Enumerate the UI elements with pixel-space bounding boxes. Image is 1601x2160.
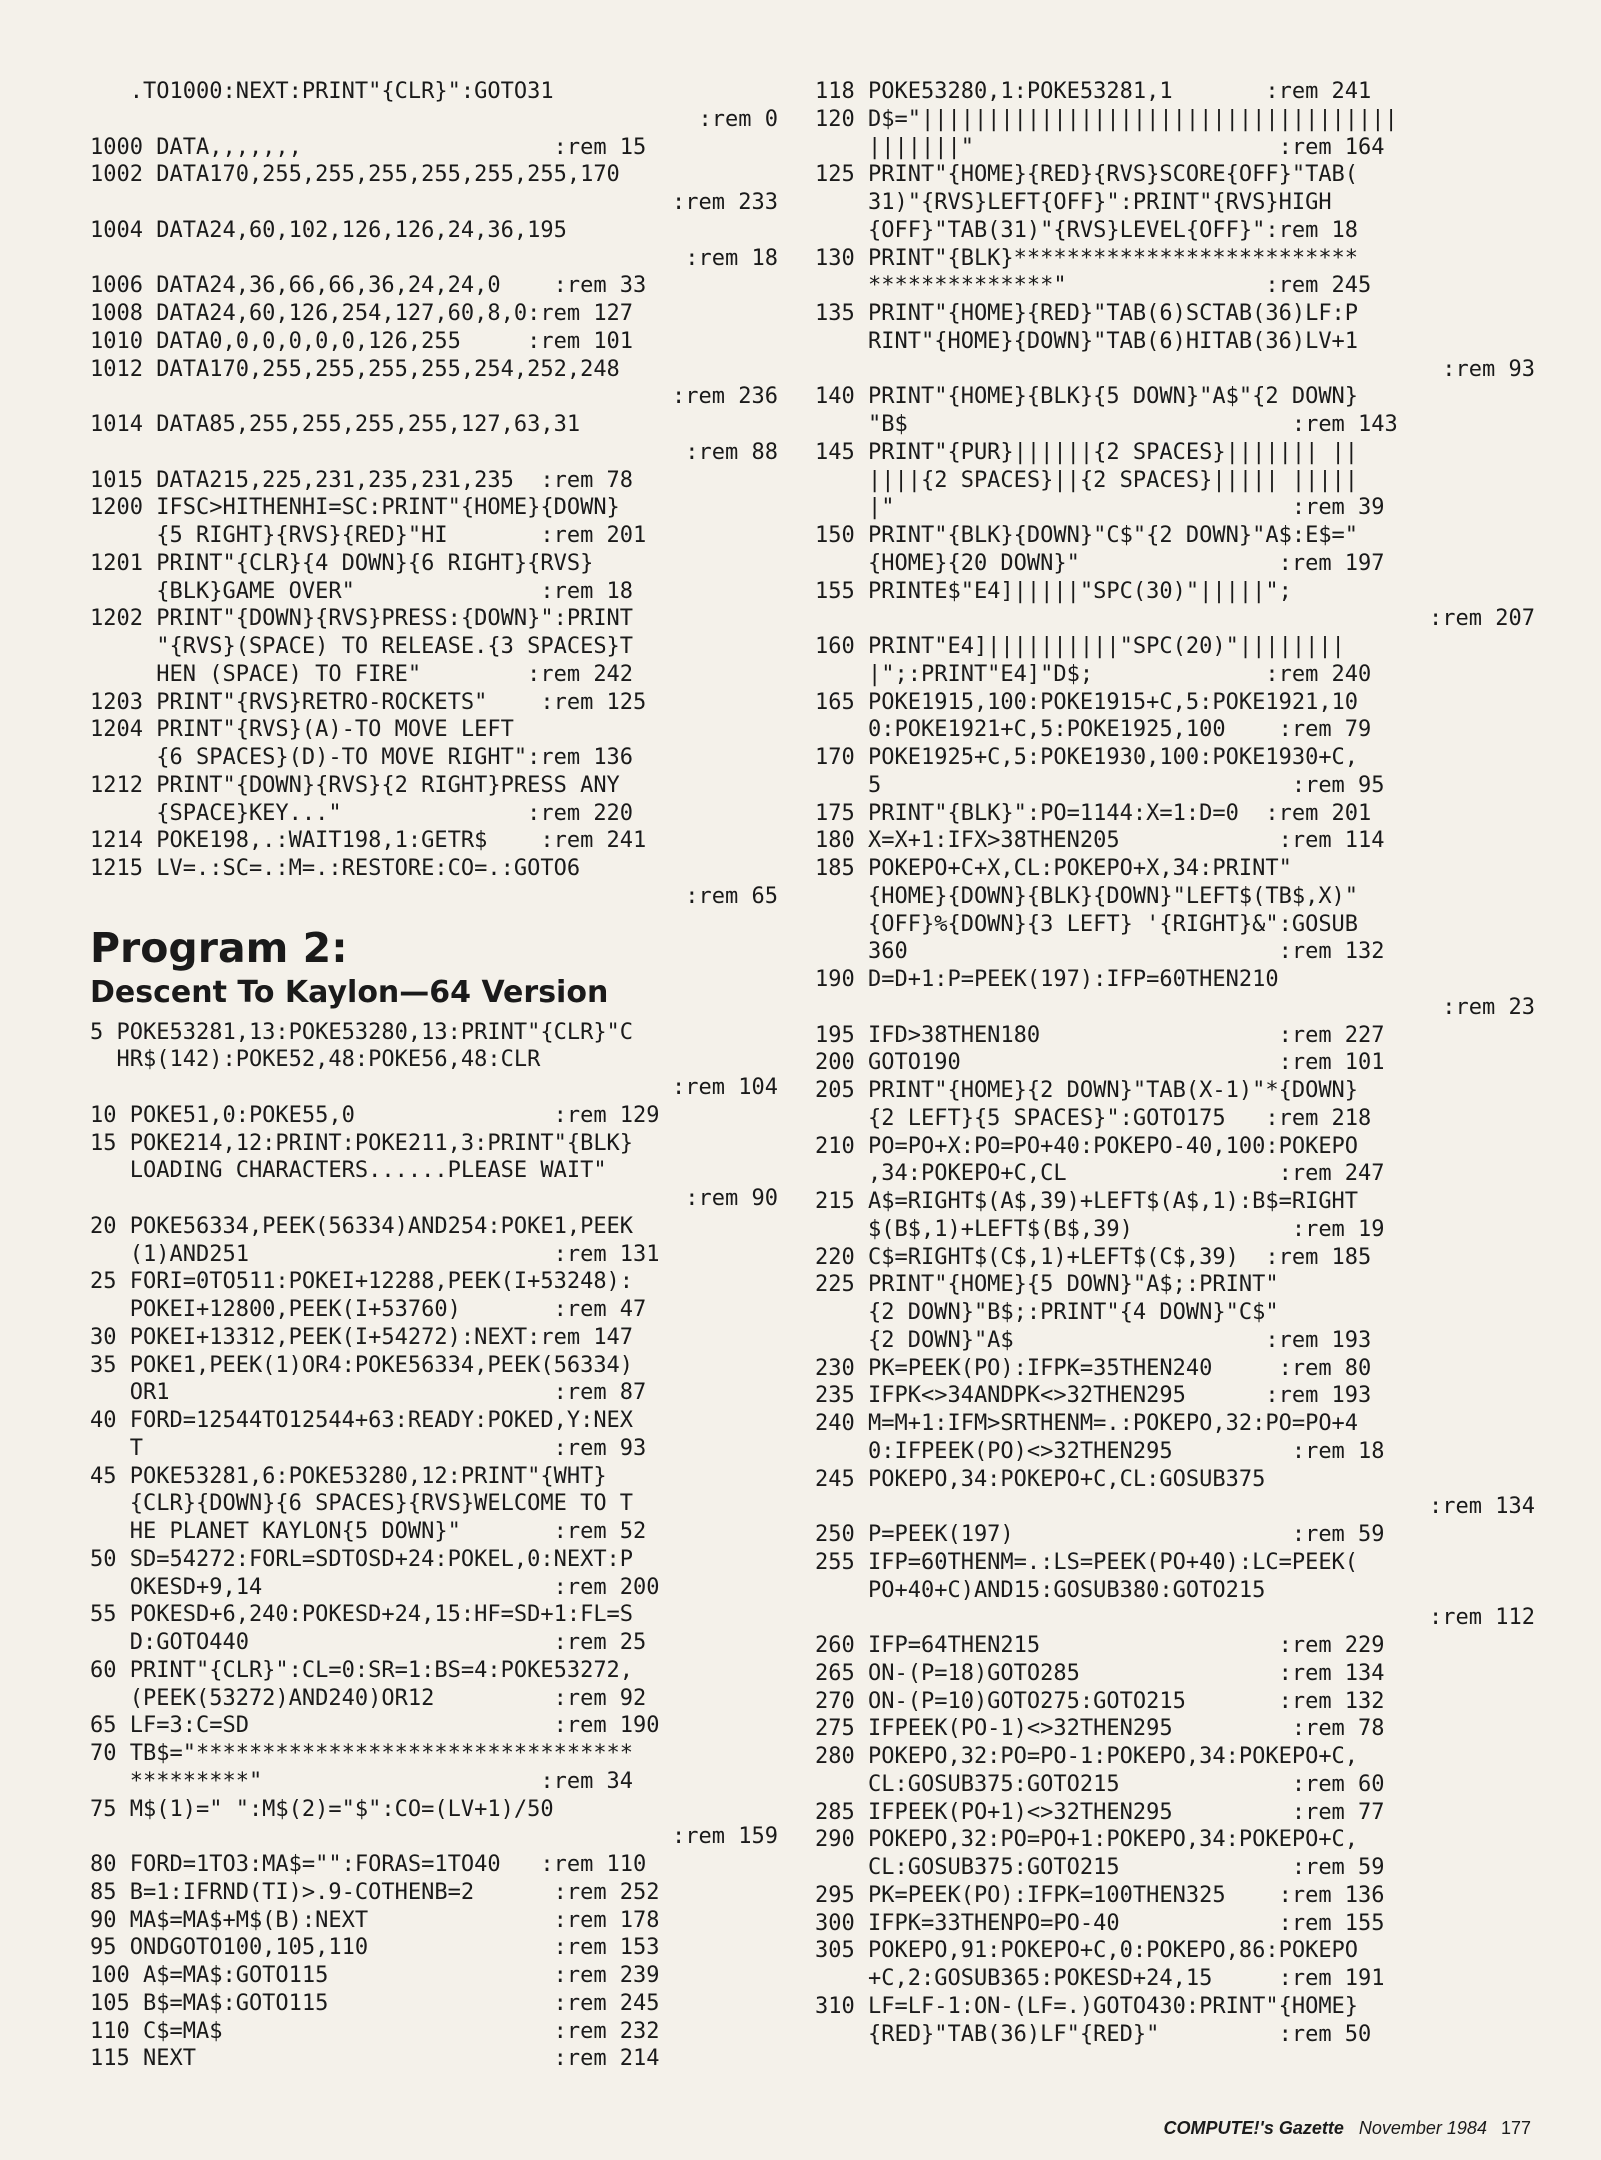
code-line: OR1 :rem 87 bbox=[90, 1380, 647, 1406]
code-line: {HOME}{DOWN}{BLK}{DOWN}"LEFT$(TB$,X)" bbox=[815, 883, 1359, 909]
code-line: {HOME}{20 DOWN}" :rem 197 bbox=[815, 550, 1385, 576]
code-line: |" :rem 39 bbox=[815, 495, 1385, 521]
code-line: |";:PRINT"E4]"D$; :rem 240 bbox=[815, 661, 1372, 687]
code-line: 165 POKE1915,100:POKE1915+C,5:POKE1921,10 bbox=[815, 689, 1359, 715]
code-line: "{RVS}(SPACE) TO RELEASE.{3 SPACES}T bbox=[90, 634, 634, 659]
code-line: :rem 65 bbox=[685, 883, 778, 909]
magazine-name: COMPUTE!'s Gazette bbox=[1163, 2118, 1344, 2138]
code-line: {5 RIGHT}{RVS}{RED}"HI :rem 201 bbox=[90, 523, 647, 548]
code-line: 265 ON-(P=18)GOTO285 :rem 134 bbox=[815, 1660, 1385, 1686]
code-line: 235 IFPK<>34ANDPK<>32THEN295 :rem 193 bbox=[815, 1383, 1372, 1409]
issue-date: November 1984 bbox=[1358, 2118, 1487, 2138]
code-line: 305 POKEPO,91:POKEPO+C,0:POKEPO,86:POKEPO bbox=[815, 1938, 1359, 1964]
code-line: 285 IFPEEK(PO+1)<>32THEN295 :rem 77 bbox=[815, 1799, 1385, 1825]
code-line: 255 IFP=60THENM=.:LS=PEEK(PO+40):LC=PEEK( bbox=[815, 1549, 1359, 1575]
code-line: RINT"{HOME}{DOWN}"TAB(6)HITAB(36)LV+1 bbox=[815, 328, 1359, 354]
code-line: {BLK}GAME OVER" :rem 18 bbox=[90, 578, 634, 604]
code-line: CL:GOSUB375:GOTO215 :rem 60 bbox=[815, 1771, 1385, 1797]
code-line: 125 PRINT"{HOME}{RED}{RVS}SCORE{OFF}"TAB( bbox=[815, 162, 1359, 188]
code-line: HR$(142):POKE52,48:POKE56,48:CLR bbox=[90, 1047, 541, 1073]
code-line: *********" :rem 34 bbox=[90, 1768, 634, 1794]
code-line: 135 PRINT"{HOME}{RED}"TAB(6)SCTAB(36)LF:P bbox=[815, 301, 1359, 326]
code-line: 15 POKE214,12:PRINT:POKE211,3:PRINT"{BLK} bbox=[90, 1130, 634, 1156]
code-line: 250 P=PEEK(197) :rem 59 bbox=[815, 1522, 1385, 1547]
code-line: 40 FORD=12544TO12544+63:READY:POKED,Y:NEX bbox=[90, 1408, 634, 1433]
code-line: 25 FORI=0TO511:POKEI+12288,PEEK(I+53248): bbox=[90, 1269, 634, 1295]
code-line: 240 M=M+1:IFM>SRTHENM=.:POKEPO,32:PO=PO+4 bbox=[815, 1411, 1359, 1436]
code-line: {RED}"TAB(36)LF"{RED}" :rem 50 bbox=[815, 2021, 1372, 2047]
code-line: 20 POKE56334,PEEK(56334)AND254:POKE1,PEEK bbox=[90, 1213, 634, 1239]
code-line: 80 FORD=1TO3:MA$="":FORAS=1TO40 :rem 110 bbox=[90, 1852, 647, 1877]
code-line: 180 X=X+1:IFX>38THEN205 :rem 114 bbox=[815, 828, 1385, 854]
code-line: 210 PO=PO+X:PO=PO+40:POKEPO-40,100:POKEPO bbox=[815, 1133, 1359, 1159]
code-line: 220 C$=RIGHT$(C$,1)+LEFT$(C$,39) :rem 185 bbox=[815, 1244, 1372, 1270]
code-line: :rem 134 bbox=[1429, 1494, 1535, 1520]
code-line: 10 POKE51,0:POKE55,0 :rem 129 bbox=[90, 1102, 660, 1128]
code-line: :rem 233 bbox=[672, 190, 778, 215]
code-line: 310 LF=LF-1:ON-(LF=.)GOTO430:PRINT"{HOME} bbox=[815, 1993, 1359, 2019]
program-subheading: Descent To Kaylon—64 Version bbox=[90, 974, 609, 1010]
code-line: :rem 18 bbox=[685, 245, 778, 271]
code-line: 280 POKEPO,32:PO=PO-1:POKEPO,34:POKEPO+C, bbox=[815, 1744, 1359, 1769]
code-line: {OFF}"TAB(31)"{RVS}LEVEL{OFF}":rem 18 bbox=[815, 217, 1359, 243]
code-line: 270 ON-(P=10)GOTO275:GOTO215 :rem 132 bbox=[815, 1688, 1385, 1714]
code-line: (PEEK(53272)AND240)OR12 :rem 92 bbox=[90, 1685, 647, 1711]
right-column bbox=[815, 78, 1535, 2048]
code-line: 145 PRINT"{PUR}||||||{2 SPACES}||||||| || bbox=[815, 439, 1359, 465]
code-line: 31)"{RVS}LEFT{OFF}":PRINT"{RVS}HIGH bbox=[815, 190, 1332, 215]
code-line: LOADING CHARACTERS......PLEASE WAIT" bbox=[90, 1158, 607, 1184]
code-line: 1002 DATA170,255,255,255,255,255,255,170 bbox=[90, 162, 620, 188]
code-line: 60 PRINT"{CLR}":CL=0:SR=1:BS=4:POKE53272, bbox=[90, 1657, 634, 1683]
code-line: CL:GOSUB375:GOTO215 :rem 59 bbox=[815, 1855, 1385, 1880]
code-line: 190 D=D+1:P=PEEK(197):IFP=60THEN210 bbox=[815, 967, 1279, 992]
code-line: 1000 DATA,,,,,,, :rem 15 bbox=[90, 134, 647, 160]
code-line: 230 PK=PEEK(PO):IFPK=35THEN240 :rem 80 bbox=[815, 1355, 1372, 1381]
code-line: :rem 93 bbox=[1442, 356, 1535, 382]
code-line: D:GOTO440 :rem 25 bbox=[90, 1630, 647, 1655]
code-line: {2 DOWN}"B$;:PRINT"{4 DOWN}"C$" bbox=[815, 1300, 1279, 1325]
code-line: POKEI+12800,PEEK(I+53760) :rem 47 bbox=[90, 1297, 647, 1322]
code-line: {6 SPACES}(D)-TO MOVE RIGHT":rem 136 bbox=[90, 745, 634, 770]
page-number: 177 bbox=[1500, 2118, 1531, 2138]
listing-program-2-continued bbox=[815, 78, 1535, 2048]
code-line: :rem 236 bbox=[672, 384, 778, 410]
code-line: ||||{2 SPACES}||{2 SPACES}||||| ||||| bbox=[815, 467, 1359, 493]
left-column bbox=[90, 78, 778, 2073]
program-heading: Program 2: bbox=[90, 923, 348, 972]
code-line: 1203 PRINT"{RVS}RETRO-ROCKETS" :rem 125 bbox=[90, 689, 647, 715]
code-line: :rem 112 bbox=[1429, 1605, 1535, 1631]
code-line: 245 POKEPO,34:POKEPO+C,CL:GOSUB375 bbox=[815, 1466, 1266, 1492]
code-line: 300 IFPK=33THENPO=PO-40 :rem 155 bbox=[815, 1910, 1385, 1936]
code-line: :rem 104 bbox=[672, 1075, 778, 1100]
code-line: (1)AND251 :rem 131 bbox=[90, 1241, 660, 1267]
code-line: {SPACE}KEY..." :rem 220 bbox=[90, 800, 634, 826]
code-line: 30 POKEI+13312,PEEK(I+54272):NEXT:rem 147 bbox=[90, 1324, 634, 1350]
code-line: "B$ :rem 143 bbox=[815, 412, 1398, 437]
code-line: 100 A$=MA$:GOTO115 :rem 239 bbox=[90, 1963, 660, 1988]
code-line: ,34:POKEPO+C,CL :rem 247 bbox=[815, 1161, 1385, 1187]
code-line: 1200 IFSC>HITHENHI=SC:PRINT"{HOME}{DOWN} bbox=[90, 495, 620, 521]
code-line: 185 POKEPO+C+X,CL:POKEPO+X,34:PRINT" bbox=[815, 856, 1292, 881]
code-line: 1201 PRINT"{CLR}{4 DOWN}{6 RIGHT}{RVS} bbox=[90, 550, 594, 576]
code-line: 75 M$(1)=" ":M$(2)="$":CO=(LV+1)/50 bbox=[90, 1796, 554, 1822]
code-line: 118 POKE53280,1:POKE53281,1 :rem 241 bbox=[815, 79, 1372, 104]
code-line: 200 GOTO190 :rem 101 bbox=[815, 1050, 1385, 1076]
code-line: 120 D$="|||||||||||||||||||||||||||||||||||| bbox=[815, 106, 1398, 132]
code-line: |||||||" :rem 164 bbox=[815, 134, 1385, 160]
page-footer bbox=[1164, 2118, 1531, 2139]
code-line: 5 :rem 95 bbox=[815, 772, 1385, 798]
code-line: 260 IFP=64THEN215 :rem 229 bbox=[815, 1633, 1385, 1658]
code-line: :rem 90 bbox=[685, 1186, 778, 1211]
code-line: 90 MA$=MA$+M$(B):NEXT :rem 178 bbox=[90, 1907, 660, 1933]
code-line: 1212 PRINT"{DOWN}{RVS}{2 RIGHT}PRESS ANY bbox=[90, 772, 620, 798]
code-line: 1006 DATA24,36,66,66,36,24,24,0 :rem 33 bbox=[90, 273, 647, 299]
listing-program-1-tail bbox=[90, 78, 778, 911]
code-line: **************" :rem 245 bbox=[815, 273, 1372, 299]
code-line: 95 ONDGOTO100,105,110 :rem 153 bbox=[90, 1935, 660, 1961]
code-line: 1015 DATA215,225,231,235,231,235 :rem 78 bbox=[90, 467, 634, 493]
code-line: .TO1000:NEXT:PRINT"{CLR}":GOTO31 bbox=[90, 79, 554, 104]
code-line: 295 PK=PEEK(PO):IFPK=100THEN325 :rem 136 bbox=[815, 1882, 1385, 1908]
code-line: 225 PRINT"{HOME}{5 DOWN}"A$;:PRINT" bbox=[815, 1272, 1279, 1298]
code-line: 290 POKEPO,32:PO=PO+1:POKEPO,34:POKEPO+C, bbox=[815, 1827, 1359, 1853]
code-line: 35 POKE1,PEEK(1)OR4:POKE56334,PEEK(56334) bbox=[90, 1352, 634, 1378]
code-line: 0:IFPEEK(PO)<>32THEN295 :rem 18 bbox=[815, 1438, 1385, 1464]
code-line: 150 PRINT"{BLK}{DOWN}"C$"{2 DOWN}"A$:E$=" bbox=[815, 523, 1359, 548]
code-line: 110 C$=MA$ :rem 232 bbox=[90, 2018, 660, 2044]
code-line: OKESD+9,14 :rem 200 bbox=[90, 1574, 660, 1600]
code-line: 215 A$=RIGHT$(A$,39)+LEFT$(A$,1):B$=RIGHT bbox=[815, 1189, 1359, 1214]
code-line: 360 :rem 132 bbox=[815, 939, 1385, 965]
code-line: 55 POKESD+6,240:POKESD+24,15:HF=SD+1:FL=S bbox=[90, 1602, 634, 1628]
code-line: +C,2:GOSUB365:POKESD+24,15 :rem 191 bbox=[815, 1966, 1385, 1991]
code-line: 160 PRINT"E4]||||||||||"SPC(20)"|||||||| bbox=[815, 634, 1345, 659]
code-line: PO+40+C)AND15:GOSUB380:GOTO215 bbox=[815, 1577, 1266, 1603]
code-line: {2 LEFT}{5 SPACES}":GOTO175 :rem 218 bbox=[815, 1105, 1372, 1131]
code-line: 1204 PRINT"{RVS}(A)-TO MOVE LEFT bbox=[90, 717, 514, 743]
code-line: :rem 207 bbox=[1429, 606, 1535, 632]
code-line: HE PLANET KAYLON{5 DOWN}" :rem 52 bbox=[90, 1519, 647, 1544]
code-line: 155 PRINTE$"E4]|||||"SPC(30)"|||||"; bbox=[815, 578, 1292, 604]
code-line: :rem 0 bbox=[698, 106, 778, 132]
code-line: {CLR}{DOWN}{6 SPACES}{RVS}WELCOME TO T bbox=[90, 1491, 634, 1517]
code-line: 1010 DATA0,0,0,0,0,0,126,255 :rem 101 bbox=[90, 328, 634, 354]
code-line: :rem 23 bbox=[1442, 994, 1535, 1020]
code-line: 50 SD=54272:FORL=SDTOSD+24:POKEL,0:NEXT:P bbox=[90, 1546, 634, 1572]
code-line: HEN (SPACE) TO FIRE" :rem 242 bbox=[90, 661, 634, 687]
code-line: 1008 DATA24,60,126,254,127,60,8,0:rem 127 bbox=[90, 301, 634, 326]
listing-program-2-start bbox=[90, 1019, 778, 2074]
code-line: 1004 DATA24,60,102,126,126,24,36,195 bbox=[90, 217, 567, 243]
code-line: $(B$,1)+LEFT$(B$,39) :rem 19 bbox=[815, 1216, 1385, 1242]
code-line: {2 DOWN}"A$ :rem 193 bbox=[815, 1327, 1372, 1353]
code-line: 140 PRINT"{HOME}{BLK}{5 DOWN}"A$"{2 DOWN} bbox=[815, 384, 1359, 410]
code-line: 205 PRINT"{HOME}{2 DOWN}"TAB(X-1)"*{DOWN} bbox=[815, 1078, 1359, 1103]
code-line: 195 IFD>38THEN180 :rem 227 bbox=[815, 1022, 1385, 1048]
code-line: 5 POKE53281,13:POKE53280,13:PRINT"{CLR}"C bbox=[90, 1019, 634, 1045]
code-line: :rem 88 bbox=[685, 439, 778, 465]
code-line: 1215 LV=.:SC=.:M=.:RESTORE:CO=.:GOTO6 bbox=[90, 856, 581, 881]
code-line: 1214 POKE198,.:WAIT198,1:GETR$ :rem 241 bbox=[90, 828, 647, 854]
code-line: 105 B$=MA$:GOTO115 :rem 245 bbox=[90, 1990, 660, 2016]
code-line: 85 B=1:IFRND(TI)>.9-COTHENB=2 :rem 252 bbox=[90, 1879, 660, 1905]
code-line: 115 NEXT :rem 214 bbox=[90, 2046, 660, 2072]
code-line: 45 POKE53281,6:POKE53280,12:PRINT"{WHT} bbox=[90, 1463, 607, 1489]
code-line: 1202 PRINT"{DOWN}{RVS}PRESS:{DOWN}":PRINT bbox=[90, 606, 634, 632]
code-line: :rem 159 bbox=[672, 1824, 778, 1850]
code-line: 65 LF=3:C=SD :rem 190 bbox=[90, 1713, 660, 1739]
code-line: {OFF}%{DOWN}{3 LEFT} '{RIGHT}&":GOSUB bbox=[815, 911, 1359, 937]
code-line: 1012 DATA170,255,255,255,255,254,252,248 bbox=[90, 356, 620, 382]
code-line: 1014 DATA85,255,255,255,255,127,63,31 bbox=[90, 412, 581, 437]
code-line: 0:POKE1921+C,5:POKE1925,100 :rem 79 bbox=[815, 717, 1372, 743]
code-line: 130 PRINT"{BLK}************************** bbox=[815, 245, 1359, 271]
code-line: T :rem 93 bbox=[90, 1435, 647, 1461]
code-line: 170 POKE1925+C,5:POKE1930,100:POKE1930+C, bbox=[815, 745, 1359, 770]
code-line: 175 PRINT"{BLK}":PO=1144:X=1:D=0 :rem 201 bbox=[815, 800, 1372, 826]
code-line: 70 TB$="********************************* bbox=[90, 1741, 634, 1766]
code-line: 275 IFPEEK(PO-1)<>32THEN295 :rem 78 bbox=[815, 1716, 1385, 1742]
